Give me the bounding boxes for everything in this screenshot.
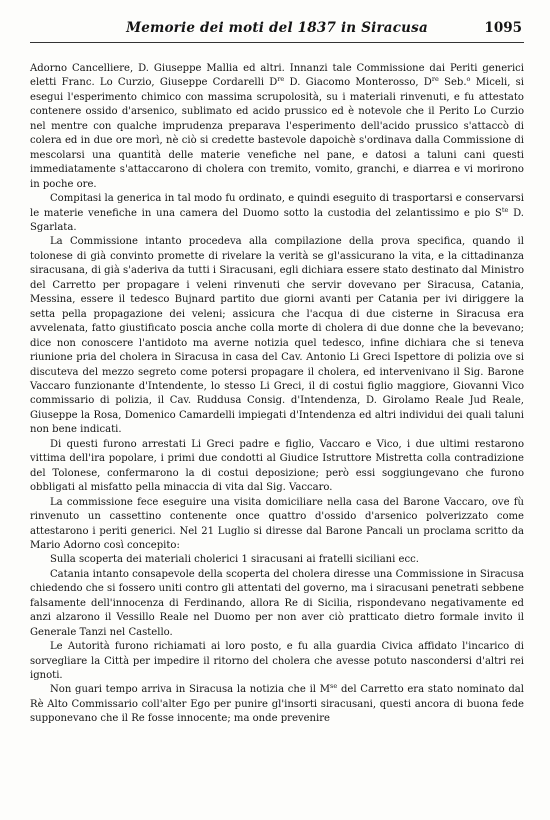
superscript-abbreviation: re xyxy=(431,75,439,84)
text-run: D. Sgarlata. xyxy=(30,207,524,233)
header-rule xyxy=(30,42,524,43)
paragraph xyxy=(30,640,524,683)
page-number: 1095 xyxy=(484,20,522,36)
paragraph xyxy=(30,62,524,192)
superscript-abbreviation: re xyxy=(277,75,285,84)
text-run: Catania intanto consapevole della scoperta del cholera diresse una Commissione in Siracusa chiedendo che si fossero uniti contro gli attentati del governo, ma i siracusani penetrati sebbene falsamente dell'innocenza di Ferdinando, allora Re di Sicilia, rispondevano negativamente ed anzi alzarono il Vessillo Reale nel Duomo per non aver ciò pratticato dietro formale invito il Generale Tanzi nel Castello. xyxy=(30,568,524,638)
text-run: Miceli, si esegui l'esperimento chimico con massima scrupolosità, su i materiali rinvenuti, e fu attestato contenere ossido d'arsenico, sublimato ed acido prussico ed è notevole che il Perito Lo Curzio nel mentre con qualche imprudenza preparava l'esperimento dell'acido prussico s'attaccò di colera ed in due ore morì, nè ciò si credette bastevole dapoichè s'ordinava dalla Commissione di mescolarsi una quantità delle materie venefiche nel pane, e datosi a taluni cani questi immediatamente s'attaccarono di cholera con tremito, vomito, granchi, e diarrea e vi morirono in poche ore. xyxy=(30,77,525,190)
running-title: Memorie dei moti del 1837 in Siracusa xyxy=(126,20,428,36)
superscript-abbreviation: te xyxy=(501,205,509,214)
running-header xyxy=(30,20,524,42)
paragraph xyxy=(30,496,524,554)
paragraph xyxy=(30,553,524,567)
paragraph xyxy=(30,235,524,437)
superscript-abbreviation: o xyxy=(466,75,471,84)
text-run: del Carretto era stato nominato dal Rè Alto Commissario coll'alter Ego per punire gl'insorti siracusani, questi ancora di buona fede supponevano che il Re fosse innocente; ma onde prevenire xyxy=(30,684,524,725)
text-run: Sulla scoperta dei materiali cholerici 1 siracusani ai fratelli siciliani ecc. xyxy=(50,554,419,566)
text-run: La Commissione intanto procedeva alla compilazione della prova specifica, quando il tolonese di già convinto promette di rivelare la verità se gl'assicurano la vita, e la cittadinanza siracusana, di già s'aderiva da tutti i Siracusani, egli dichiara essere stato destinato dal Ministro del Carretto per propagare i veleni rinvenuti che servir dovevano per Siracusa, Catania, Messina, essere il tedesco Bujnard partito due giorni avanti per Catania per ivi diriggere la setta pella propagazione dei veleni; assicura che l'acqua di due cisterne in Siracusa era avvelenata, fatto giustificato poscia anche colla morte di cholera di due donne che la bevevano; dice non conoscere l'antidoto ma averne notizia quel tedesco, infine dichiara che si teneva riunione pria del cholera in Siracusa in casa del Cav. Antonio Li Greci Ispettore di polizia ove si discuteva del mezzo segreto come potersi propagare il cholera, ed intervenivano il Sig. Barone Vaccaro funzionante d'Intendente, lo stesso Li Greci, il di costui figlio maggiore, Giovanni Vico commissario di polizia, il Cav. Ruddusa Consig. d'Intendenza, D. Girolamo Reale Jud Reale, Giuseppe la Rosa, Domenico Camardelli impiegati d'Intendenza ed altri individui dei quali taluni non bene indicati. xyxy=(30,236,524,436)
superscript-abbreviation: se xyxy=(330,682,338,691)
paragraph xyxy=(30,568,524,640)
text-run: Compitasi la generica in tal modo fu ordinato, e quindi eseguito di trasportarsi e conservarsi le materie venefiche in una camera del Duomo sotto la custodia del zelantissimo e pio S xyxy=(30,193,524,219)
text-run: Di questi furono arrestati Li Greci padre e figlio, Vaccaro e Vico, i due ultimi restarono vittima dell'ira popolare, i primi due condotti al Giudice Istruttore Mistretta colla contradizione del Tolonese, confermarono la di costui deposizione; però essi soggiungevano che furono obbligati al misfatto pella minaccia di vita dal Sig. Vaccaro. xyxy=(30,438,524,494)
paragraph xyxy=(30,438,524,496)
text-run: D. Giacomo Monterosso, D xyxy=(284,77,432,89)
text-run: Non guari tempo arriva in Siracusa la notizia che il M xyxy=(50,684,331,696)
text-run: Adorno Cancelliere, D. Giuseppe Mallia ed altri. Innanzi tale Commissione dai Periti generici eletti Franc. Lo Curzio, Giuseppe Cordarelli D xyxy=(30,63,524,89)
paragraph xyxy=(30,192,524,235)
text-run: Seb. xyxy=(438,77,467,89)
text-run: Le Autorità furono richiamati ai loro posto, e fu alla guardia Civica affidato l'incarico di sorvegliare la Città per impedire il ritorno del cholera che avesse potuto nascondersi d'altri rei ignoti. xyxy=(30,641,524,682)
body-text xyxy=(30,62,524,727)
text-run: La commissione fece eseguire una visita domiciliare nella casa del Barone Vaccaro, ove fù rinvenuto un cassettino contenente once quattro d'ossido d'arsenico polverizzato come attestarono i periti generici. Nel 21 Luglio si diresse dal Barone Pancali un proclama scritto da Mario Adorno così concepito: xyxy=(30,496,524,551)
paragraph xyxy=(30,683,524,726)
